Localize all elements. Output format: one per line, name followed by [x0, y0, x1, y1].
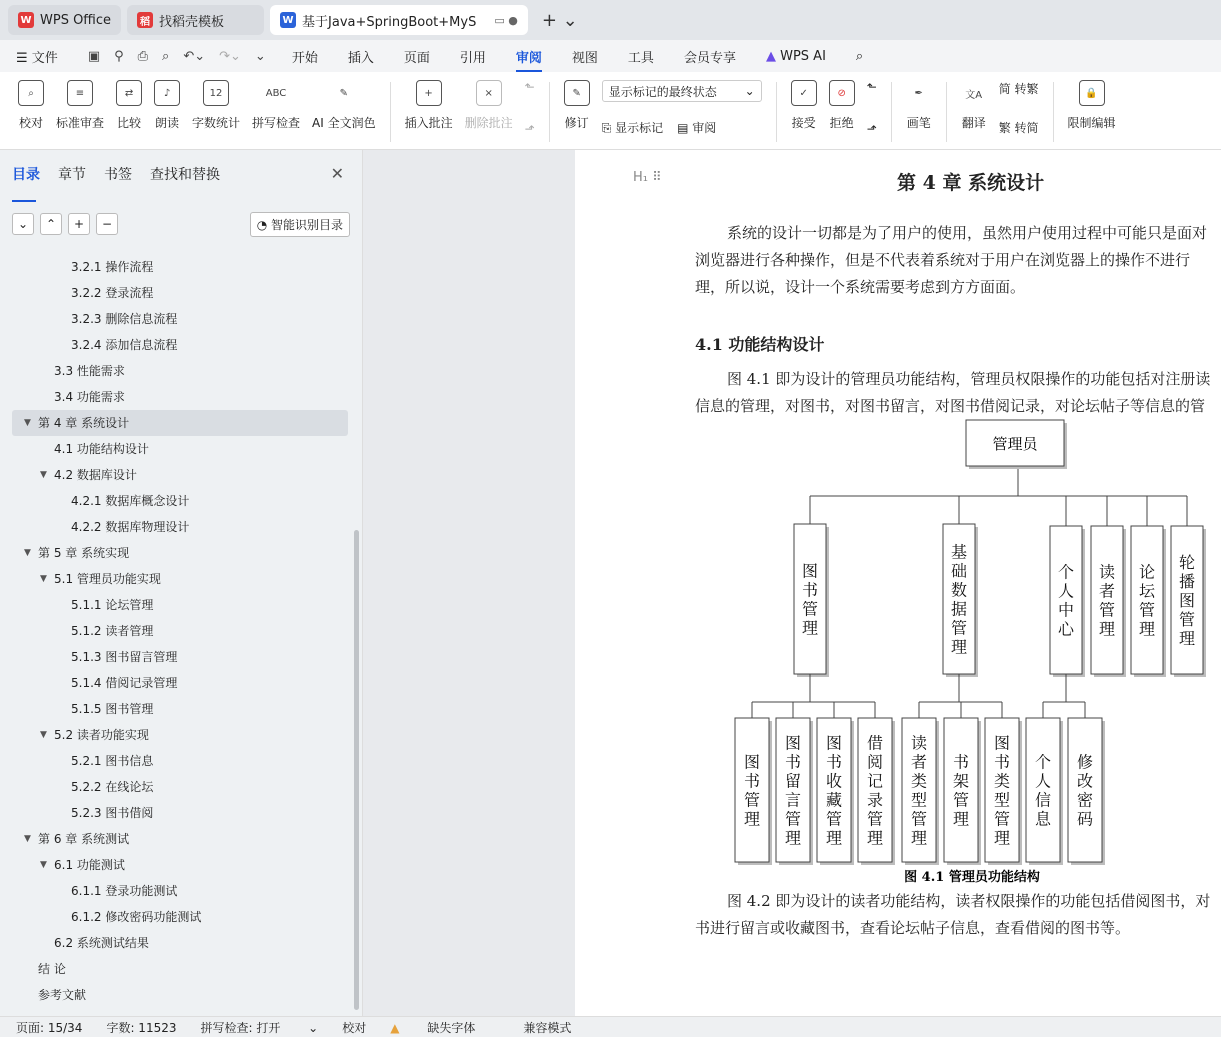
toc-list	[0, 254, 360, 1008]
module-label: 理	[950, 637, 968, 657]
module-label: 据	[950, 599, 968, 619]
caret-down-icon[interactable]: ▼	[24, 548, 31, 558]
chevron-down-icon: ⌄	[744, 84, 755, 98]
nav-tabs	[0, 150, 362, 194]
ai-icon: ▲	[765, 48, 776, 64]
toc-item-label: 第 5 章 系统实现	[38, 546, 130, 560]
tab-template[interactable]	[127, 5, 264, 35]
module-label: 坛	[1138, 581, 1156, 601]
std-review-button[interactable]: ≡ 标准审查	[56, 80, 104, 131]
function-label: 书	[825, 752, 843, 772]
toc-item[interactable]	[0, 462, 360, 488]
section-title: 4.1 功能结构设计	[695, 335, 825, 354]
comment-add-icon: +	[416, 80, 442, 106]
markup-select[interactable]: 显示标记的最终状态 ⌄	[602, 80, 762, 102]
module-label: 理	[1178, 629, 1196, 648]
toc-item[interactable]	[0, 878, 360, 904]
toc-item[interactable]	[0, 592, 360, 618]
module-label: 管	[1138, 600, 1156, 620]
module-label: 播	[1178, 572, 1196, 591]
pen-button[interactable]: ✒ 画笔	[906, 80, 932, 131]
toc-item[interactable]	[0, 982, 360, 1008]
function-label: 理	[910, 828, 928, 848]
toc-item[interactable]	[0, 488, 360, 514]
module-label: 管	[1178, 610, 1196, 629]
navigation-pane	[0, 150, 363, 1016]
toc-item[interactable]	[0, 436, 360, 462]
divider	[776, 82, 777, 142]
toc-item[interactable]	[0, 696, 360, 722]
function-label: 读	[910, 733, 928, 753]
restrict-edit-button[interactable]: 🔒 限制编辑	[1068, 80, 1116, 131]
toc-item[interactable]	[0, 670, 360, 696]
function-label: 藏	[825, 790, 843, 810]
add-heading-icon[interactable]: +	[68, 213, 90, 235]
module-label: 心	[1057, 619, 1075, 639]
function-label: 图	[784, 733, 802, 753]
toc-tools	[0, 194, 362, 242]
function-label: 书	[743, 771, 761, 791]
toc-item-label: 6.1 功能测试	[54, 858, 125, 872]
show-markup-button[interactable]: ⎘ 显示标记	[601, 121, 664, 135]
toc-item[interactable]	[0, 904, 360, 930]
function-label: 理	[825, 828, 843, 848]
module-label: 人	[1057, 581, 1075, 601]
function-label: 者	[910, 752, 928, 772]
comment-delete-icon: ×	[476, 80, 502, 106]
toc-item[interactable]	[12, 410, 348, 436]
prev-change-icon[interactable]: ⬑	[866, 80, 877, 94]
toc-item-label: 6.2 系统测试结果	[54, 936, 149, 950]
convert-group	[999, 80, 1039, 136]
function-label: 密	[1076, 790, 1094, 810]
accept-button[interactable]: ✓ 接受	[791, 80, 817, 131]
function-label: 理	[866, 828, 884, 848]
toc-item-label: 6.1.2 修改密码功能测试	[71, 910, 202, 924]
function-label: 言	[784, 790, 802, 810]
toc-item-label: 5.1.3 图书留言管理	[71, 650, 178, 664]
tab-chapters[interactable]: 章节	[58, 167, 86, 183]
toc-item-label: 5.2 读者功能实现	[54, 728, 149, 742]
toc-item[interactable]	[0, 384, 360, 410]
function-label: 管	[743, 790, 761, 810]
module-label: 理	[1138, 619, 1156, 639]
paragraph-line: 图 4.1 即为设计的管理员功能结构，管理员权限操作的功能包括对注册读	[727, 370, 1211, 388]
warning-icon: ▲	[390, 1020, 400, 1035]
module-label: 读	[1098, 562, 1116, 582]
function-label: 图	[743, 752, 761, 772]
toc-item-label: 3.2.2 登录流程	[71, 286, 154, 300]
caret-down-icon[interactable]: ▼	[40, 730, 47, 740]
next-change-icon[interactable]: ⬏	[866, 122, 877, 136]
to-traditional-button[interactable]: 简 转繁	[998, 82, 1039, 96]
proof-status[interactable]: 校对	[342, 1020, 367, 1035]
menu-review[interactable]: 审阅	[516, 47, 542, 66]
toc-item-label: 4.2 数据库设计	[54, 468, 137, 482]
toc-item[interactable]	[0, 774, 360, 800]
tab-label: WPS Office	[40, 12, 112, 28]
caret-down-icon[interactable]: ▼	[40, 574, 47, 584]
toc-item-label: 第 6 章 系统测试	[38, 832, 130, 846]
module-label: 理	[1098, 619, 1116, 639]
module-label: 者	[1098, 581, 1116, 601]
toc-item-label: 5.2.3 图书借阅	[71, 806, 154, 820]
smart-toc-button[interactable]: ◔ 智能识别目录	[250, 212, 350, 237]
more-icon[interactable]: ⌄	[254, 48, 266, 64]
toc-item-label: 参考文献	[38, 988, 87, 1002]
translate-icon: 文A	[965, 89, 983, 101]
docer-logo-icon: 稻	[137, 12, 153, 28]
toc-item-label: 4.2.2 数据库物理设计	[71, 520, 190, 534]
revise-icon: ✎	[564, 80, 590, 106]
toc-item-label: 5.2.1 图书信息	[71, 754, 154, 768]
toc-item[interactable]	[0, 306, 360, 332]
module-label: 图	[1178, 591, 1196, 610]
menu-references[interactable]: 引用	[459, 50, 486, 66]
function-label: 码	[1076, 809, 1094, 829]
collapse-up-icon[interactable]: ⌃	[40, 213, 62, 235]
function-label: 理	[784, 828, 802, 848]
caret-down-icon[interactable]: ▼	[24, 834, 31, 844]
divider	[1053, 82, 1054, 142]
tab-find-replace[interactable]: 查找和替换	[150, 167, 220, 183]
toc-item-label: 5.1.1 论坛管理	[71, 598, 154, 612]
document-page[interactable]	[575, 150, 1221, 1016]
divider	[891, 82, 892, 142]
remove-heading-icon[interactable]: −	[96, 213, 118, 235]
toc-item[interactable]	[0, 514, 360, 540]
ai-polish-button[interactable]: ✎ AI 全文润色	[312, 80, 376, 131]
menu-tools[interactable]: 工具	[627, 50, 654, 66]
spell-check-button[interactable]: ABC 拼写检查	[252, 80, 300, 131]
function-label: 书	[784, 752, 802, 772]
function-label: 改	[1076, 771, 1094, 791]
function-label: 阅	[866, 752, 884, 772]
expand-down-icon[interactable]: ⌄	[12, 213, 34, 235]
review-pane-button[interactable]: ▤ 审阅	[677, 121, 717, 135]
std-review-icon: ≡	[67, 80, 93, 106]
menu-member[interactable]: 会员专享	[683, 50, 736, 66]
toc-item[interactable]	[0, 956, 360, 982]
function-structure-diagram	[575, 416, 1221, 891]
function-label: 型	[910, 790, 928, 810]
module-label: 图	[801, 561, 819, 581]
toc-item[interactable]	[0, 254, 360, 280]
toc-item[interactable]	[0, 644, 360, 670]
function-label: 型	[993, 790, 1011, 810]
function-label: 留	[784, 771, 802, 791]
search-icon[interactable]: ⌕	[855, 48, 864, 64]
module-label: 个	[1057, 562, 1075, 582]
toc-item[interactable]	[0, 826, 360, 852]
compare-button[interactable]: ⇄ 比较	[116, 80, 142, 131]
toc-item-label: 5.1.4 借阅记录管理	[71, 676, 178, 690]
toc-item[interactable]	[0, 540, 360, 566]
toc-item[interactable]	[0, 280, 360, 306]
module-label: 轮	[1178, 553, 1196, 572]
chapter-title: 第 4 章 系统设计	[897, 172, 1045, 194]
spell-icon: ABC	[265, 87, 287, 99]
function-label: 人	[1034, 771, 1052, 791]
function-label: 类	[993, 771, 1011, 791]
paragraph-line: 图 4.2 即为设计的读者功能结构，读者权限操作的功能包括借阅图书，对	[727, 892, 1211, 910]
function-label: 管	[952, 790, 970, 810]
toc-item-label: 6.1.1 登录功能测试	[71, 884, 178, 898]
toc-item-label: 3.2.1 操作流程	[71, 260, 154, 274]
function-label: 收	[825, 771, 843, 791]
paragraph-line: 系统的设计一切都是为了用户的使用，虽然用户使用过程中可能只是面对	[727, 224, 1208, 242]
toc-item-label: 3.3 性能需求	[54, 364, 125, 378]
magic-icon: ✎	[339, 87, 349, 99]
heading-marker[interactable]: H₁ ⠿	[633, 170, 662, 185]
module-label: 基	[950, 542, 968, 562]
function-label: 书	[993, 752, 1011, 772]
module-label: 理	[801, 618, 819, 638]
paragraph-line: 理，所以说，设计一个系统需要考虑到方方面面。	[695, 278, 1026, 296]
compat-mode: 兼容模式	[523, 1020, 572, 1035]
word-count[interactable]: 字数: 11523	[106, 1020, 177, 1035]
menu-bar	[0, 40, 1221, 72]
insert-comment-button[interactable]: + 插入批注	[405, 80, 453, 131]
toc-item-label: 5.1.5 图书管理	[71, 702, 154, 716]
lock-doc-icon: 🔒	[1079, 80, 1105, 106]
function-label: 理	[952, 809, 970, 829]
to-simplified-button[interactable]: 繁 转简	[998, 121, 1039, 135]
caret-down-icon[interactable]: ▼	[40, 860, 47, 870]
tab-label: 找稻壳模板	[159, 14, 225, 30]
toc-item[interactable]	[0, 722, 360, 748]
divider	[549, 82, 550, 142]
function-label: 借	[866, 733, 884, 753]
scrollbar[interactable]	[354, 530, 359, 1010]
toc-item-label: 4.2.1 数据库概念设计	[71, 494, 190, 508]
proof-button[interactable]: ⌕ 校对	[18, 80, 44, 131]
share-icon[interactable]: ⚲	[114, 48, 124, 64]
paragraph-line: 书进行留言或收藏图书，查看论坛帖子信息，查看借阅的图书等。	[695, 919, 1131, 937]
module-label: 数	[950, 580, 968, 600]
word-count-icon: 12	[203, 80, 229, 106]
undo-icon[interactable]: ↶⌄	[183, 48, 206, 64]
print-icon[interactable]: ⎙	[137, 48, 149, 64]
ribbon	[0, 72, 1221, 150]
delete-comment-button[interactable]: × 删除批注	[465, 80, 513, 131]
save-icon[interactable]: ▣	[87, 48, 101, 64]
function-label: 管	[784, 809, 802, 829]
function-label: 理	[743, 809, 761, 829]
revise-button[interactable]: ✎ 修订	[564, 80, 590, 131]
module-label: 管	[1098, 600, 1116, 620]
function-label: 个	[1034, 752, 1052, 772]
toc-item-label: 3.4 功能需求	[54, 390, 125, 404]
caret-down-icon[interactable]: ▼	[24, 418, 31, 428]
toc-item[interactable]	[0, 358, 360, 384]
toc-item-label: 3.2.4 添加信息流程	[71, 338, 178, 352]
menu-wps-ai[interactable]: ▲ WPS AI	[765, 48, 826, 64]
menu-view[interactable]: 视图	[571, 50, 598, 66]
toc-item[interactable]	[0, 566, 360, 592]
toc-item-label: 5.1.2 读者管理	[71, 624, 154, 638]
tab-toc[interactable]: 目录	[12, 164, 40, 194]
proof-icon: ⌕	[18, 80, 44, 106]
next-comment-icon[interactable]: ⬏	[524, 122, 535, 136]
root-label: 管理员	[992, 435, 1038, 453]
wps-logo-icon: W	[18, 12, 34, 28]
tab-document[interactable]	[270, 5, 528, 35]
tab-label: 基于Java+SpringBoot+MyS	[302, 14, 477, 30]
missing-font[interactable]: ▲ 缺失字体	[390, 1020, 476, 1035]
module-label: 管	[801, 599, 819, 619]
comment-nav	[525, 80, 535, 136]
module-label: 中	[1057, 600, 1075, 620]
menu-insert[interactable]: 插入	[347, 50, 374, 66]
menu-file[interactable]: ☰ 文件	[16, 50, 58, 66]
function-label: 信	[1034, 790, 1052, 810]
divider	[390, 82, 391, 142]
spell-status[interactable]: 拼写检查: 打开 ⌄	[200, 1020, 319, 1035]
module-label: 书	[801, 580, 819, 600]
new-tab-icon[interactable]: + ⌄	[541, 9, 578, 31]
divider	[946, 82, 947, 142]
function-label: 管	[910, 809, 928, 829]
toc-item[interactable]	[0, 748, 360, 774]
toc-item[interactable]	[0, 930, 360, 956]
module-label: 管	[950, 618, 968, 638]
toc-item-label: 第 4 章 系统设计	[38, 416, 130, 430]
prev-comment-icon[interactable]: ⬑	[524, 80, 535, 94]
writer-logo-icon: W	[280, 12, 296, 28]
function-label: 录	[866, 790, 884, 810]
function-label: 架	[952, 771, 970, 791]
menu-page[interactable]: 页面	[403, 50, 430, 66]
quick-access	[88, 49, 266, 64]
function-label: 管	[825, 809, 843, 829]
page-indicator[interactable]: 页面: 15/34	[16, 1020, 83, 1035]
preview-icon[interactable]: ⌕	[162, 48, 170, 64]
close-icon[interactable]: ✕	[330, 164, 344, 183]
module-label: 论	[1138, 562, 1156, 582]
compare-icon: ⇄	[116, 80, 142, 106]
status-bar	[0, 1016, 1221, 1037]
paragraph-line: 信息的管理，对图书，对图书留言，对图书借阅记录，对论坛帖子等信息的管	[695, 397, 1206, 415]
paragraph-line: 浏览器进行各种操作，但是不代表着系统对于用户在浏览器上的操作不进行	[695, 251, 1191, 269]
function-label: 图	[825, 733, 843, 753]
function-label: 息	[1034, 809, 1052, 829]
tab-bookmarks[interactable]: 书签	[104, 167, 132, 183]
toc-item[interactable]	[0, 618, 360, 644]
markup-group	[602, 80, 762, 136]
function-label: 类	[910, 771, 928, 791]
toc-item-label: 4.1 功能结构设计	[54, 442, 149, 456]
word-count-button[interactable]: 12 字数统计	[192, 80, 240, 131]
translate-button[interactable]: 文A 翻译	[961, 80, 987, 131]
function-label: 管	[993, 809, 1011, 829]
accept-icon: ✓	[791, 80, 817, 106]
function-label: 书	[952, 752, 970, 772]
monitor-icon[interactable]: ▭ ●	[494, 13, 518, 27]
caret-down-icon[interactable]: ▼	[40, 470, 47, 480]
function-label: 理	[993, 828, 1011, 848]
figure-caption: 图 4.1 管理员功能结构	[904, 870, 1040, 885]
toc-item[interactable]	[0, 332, 360, 358]
tab-wps-office[interactable]	[8, 5, 121, 35]
pen-icon: ✒	[914, 87, 923, 99]
speaker-icon: ♪	[154, 80, 180, 106]
toc-item[interactable]	[0, 800, 360, 826]
menu-home[interactable]: 开始	[291, 50, 318, 66]
function-label: 记	[866, 771, 884, 791]
toc-item-label: 结 论	[38, 962, 66, 976]
page-margin-area	[363, 150, 575, 1016]
tab-bar	[0, 0, 1221, 40]
toc-item-label: 5.2.2 在线论坛	[71, 780, 154, 794]
reject-button[interactable]: ⊘ 拒绝	[829, 80, 855, 131]
reject-icon: ⊘	[829, 80, 855, 106]
module-label: 础	[950, 561, 968, 581]
function-label: 图	[993, 733, 1011, 753]
toc-item-label: 5.1 管理员功能实现	[54, 572, 161, 586]
read-aloud-button[interactable]: ♪ 朗读	[154, 80, 180, 131]
redo-icon[interactable]: ↷⌄	[219, 48, 241, 64]
toc-item[interactable]	[0, 852, 360, 878]
function-label: 修	[1076, 752, 1094, 772]
change-nav	[867, 80, 877, 136]
toc-item-label: 3.2.3 删除信息流程	[71, 312, 178, 326]
function-label: 管	[866, 809, 884, 829]
